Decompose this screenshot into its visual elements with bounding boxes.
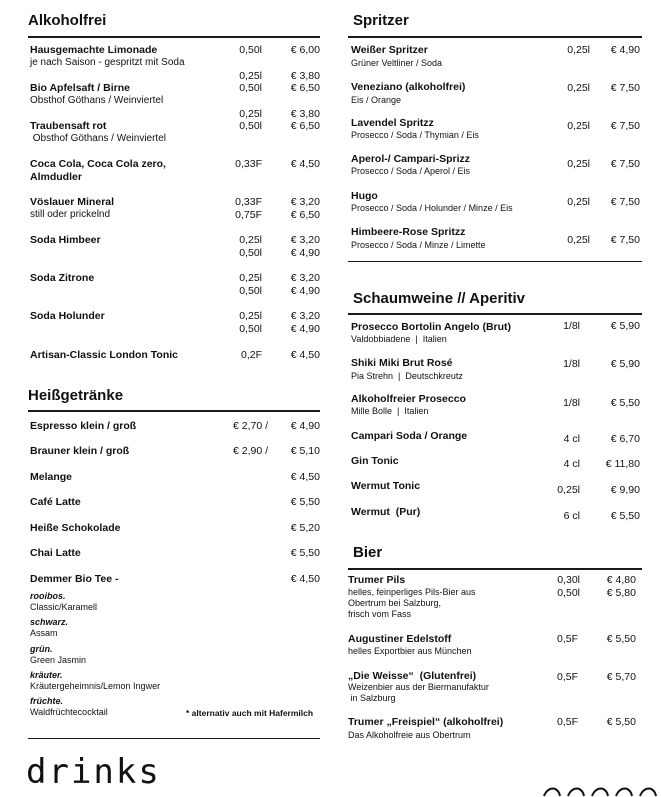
item-description-line: Obertrum bei Salzburg,: [348, 598, 442, 608]
item-description: Prosecco / Soda / Thymian / Eis: [351, 130, 479, 140]
item-volume: 1/8l: [563, 358, 580, 370]
item-volume: 0,30l: [557, 574, 580, 586]
item-name: Prosecco Bortolin Angelo (Brut): [351, 321, 512, 333]
item-name: Espresso klein / groß: [30, 420, 137, 432]
item-price: € 5,80: [606, 586, 636, 599]
tea-kind: kräuter.: [30, 670, 63, 680]
item-price-small: € 2,70 /: [232, 420, 268, 432]
item-volume: 0,2F: [240, 349, 262, 361]
item-volume: 6 cl: [563, 510, 580, 522]
item-name: Chai Latte: [30, 547, 81, 559]
item-price: € 5,50: [606, 716, 636, 728]
item-description: Valdobbiadene | Italien: [351, 334, 447, 344]
item-price: € 5,10: [290, 445, 320, 457]
item-name: Augustiner Edelstoff: [348, 633, 452, 645]
item-price: € 5,90: [610, 320, 640, 332]
item-volume: 0,25l: [557, 484, 580, 496]
item-price: € 4,90: [290, 323, 320, 335]
item-price: € 3,20: [290, 272, 320, 284]
tea-kind: schwarz.: [30, 617, 69, 627]
item-volume: 0,25l: [239, 234, 262, 246]
item-name: Lavendel Spritzz: [351, 117, 434, 129]
item-price: € 4,90: [290, 285, 320, 297]
item-volume: 0,25l: [239, 108, 262, 120]
item-volume: 0,33F: [235, 158, 262, 170]
item-price: € 3,20: [290, 310, 320, 322]
tea-description: Waldfrüchtecocktail: [30, 707, 108, 717]
item-volume: 0,25l: [567, 120, 590, 132]
item-price: € 3,80: [290, 108, 320, 120]
section-title-alkoholfrei: Alkoholfrei: [28, 12, 107, 29]
item-name: Soda Zitrone: [30, 272, 95, 284]
item-name: Brauner klein / groß: [30, 445, 130, 457]
item-description: je nach Saison - gespritzt mit Soda: [30, 57, 185, 68]
item-description: Obsthof Göthans / Weinviertel: [30, 95, 164, 106]
tea-description: Assam: [30, 628, 58, 638]
tea-description: Classic/Karamell: [30, 602, 98, 612]
section-divider: [348, 36, 642, 38]
item-description: [348, 682, 489, 704]
item-price: € 6,50: [290, 82, 320, 94]
item-price: € 11,80: [605, 458, 640, 470]
item-volume: 1/8l: [563, 320, 580, 332]
section-title-spritzer: Spritzer: [353, 12, 409, 29]
item-name: Melange: [30, 471, 73, 483]
item-name: Soda Holunder: [30, 310, 105, 322]
item-volume: 4 cl: [563, 458, 580, 470]
item-name: „Die Weisse“ (Glutenfrei): [348, 670, 477, 682]
item-price: € 4,50: [290, 471, 320, 483]
section-title-schaumweine: Schaumweine // Aperitiv: [353, 290, 525, 307]
item-volume: 0,50l: [239, 120, 262, 132]
tea-kind: grün.: [30, 644, 53, 654]
item-name: Heiße Schokolade: [30, 522, 121, 534]
item-volume: 1/8l: [563, 397, 580, 409]
item-volume: 0,50l: [239, 44, 262, 56]
item-volume: 0,50l: [239, 82, 262, 94]
item-name: Traubensaft rot: [30, 120, 107, 132]
item-description: Eis / Orange: [351, 95, 402, 105]
item-description-line: Weizenbier aus der Biermanufaktur: [348, 682, 489, 692]
tea-description: Kräutergeheimnis/Lemon Ingwer: [30, 681, 161, 691]
item-name: Hausgemachte Limonade: [30, 44, 158, 56]
item-name: Alkoholfreier Prosecco: [351, 393, 466, 405]
item-name: Artisan-Classic London Tonic: [30, 349, 178, 361]
item-name: Aperol-/ Campari-Sprizz: [351, 153, 471, 165]
item-name: Trumer „Freispiel“ (alkoholfrei): [348, 716, 504, 728]
item-description: Mille Bolle | Italien: [351, 406, 429, 416]
item-price: € 6,70: [610, 433, 640, 445]
item-price: € 5,50: [610, 397, 640, 409]
item-price: € 7,50: [610, 82, 640, 94]
item-name: Weißer Spritzer: [351, 44, 428, 56]
item-description: Pia Strehn | Deutschkreutz: [351, 371, 463, 381]
item-price: € 5,70: [606, 671, 636, 683]
item-price: € 5,90: [610, 358, 640, 370]
item-volume: 0,50l: [557, 586, 580, 599]
item-volume: 0,5F: [556, 716, 578, 728]
item-volume: 0,75F: [235, 209, 262, 221]
item-name: Coca Cola, Coca Cola zero,: [30, 158, 166, 170]
item-price: € 5,50: [290, 496, 320, 508]
item-price: € 5,50: [606, 633, 636, 645]
item-name: Trumer Pils: [348, 574, 406, 586]
item-volume: 0,25l: [567, 158, 590, 170]
item-name: Demmer Bio Tee -: [30, 573, 119, 585]
tea-kind: rooibos.: [30, 591, 66, 601]
item-price: € 4,50: [290, 349, 320, 361]
item-volume: 0,5F: [556, 671, 578, 683]
item-name: Shiki Miki Brut Rosé: [351, 357, 453, 369]
item-price: € 3,20: [290, 196, 320, 208]
tea-description: Green Jasmin: [30, 655, 87, 665]
item-price: € 4,50: [290, 573, 320, 585]
item-price: € 4,80: [606, 574, 636, 586]
item-volume: 0,50l: [239, 247, 262, 259]
item-name-line2: Almdudler: [30, 171, 82, 183]
item-price: € 9,90: [610, 484, 640, 496]
tea-kind: früchte.: [30, 696, 64, 706]
item-price: € 5,50: [290, 547, 320, 559]
item-volumes: [544, 574, 580, 599]
item-name: Café Latte: [30, 496, 81, 508]
item-volume: 0,50l: [239, 323, 262, 335]
item-volume: 0,33F: [235, 196, 262, 208]
item-volume: 0,50l: [239, 285, 262, 297]
item-name: Soda Himbeer: [30, 234, 101, 246]
item-price: € 4,50: [290, 158, 320, 170]
drinks-logo: drinks: [26, 752, 161, 792]
item-description: still oder prickelnd: [30, 209, 111, 220]
item-volume: 0,25l: [567, 234, 590, 246]
item-name: Bio Apfelsaft / Birne: [30, 82, 130, 94]
item-description-line: in Salzburg: [348, 693, 396, 703]
item-description: helles Exportbier aus München: [348, 646, 472, 656]
item-price: € 6,50: [290, 209, 320, 221]
section-divider: [348, 568, 642, 570]
item-name: Himbeere-Rose Spritzz: [351, 226, 466, 238]
item-price: € 4,90: [290, 247, 320, 259]
item-volume: 0,25l: [567, 44, 590, 56]
item-price: € 7,50: [610, 158, 640, 170]
item-volume: 0,5F: [556, 633, 578, 645]
item-name: Wermut Tonic: [351, 480, 421, 492]
item-price: € 7,50: [610, 120, 640, 132]
item-price: € 6,00: [290, 44, 320, 56]
item-volume: 0,25l: [239, 272, 262, 284]
item-price-small: € 2,90 /: [232, 445, 268, 457]
item-description: Prosecco / Soda / Aperol / Eis: [351, 166, 471, 176]
item-name: Veneziano (alkoholfrei): [351, 81, 466, 93]
item-price: € 7,50: [610, 196, 640, 208]
section-divider: [348, 261, 642, 262]
item-price: € 4,90: [610, 44, 640, 56]
item-volume: 0,25l: [567, 82, 590, 94]
hafermilch-note: * alternativ auch mit Hafermilch: [186, 708, 314, 718]
item-description: [348, 587, 476, 620]
section-divider: [28, 738, 320, 739]
item-description: Prosecco / Soda / Holunder / Minze / Eis: [351, 203, 513, 213]
item-prices: [592, 574, 636, 599]
item-volume: 0,25l: [239, 70, 262, 82]
item-description: Grüner Veltliner / Soda: [351, 58, 443, 68]
item-name: Gin Tonic: [351, 455, 399, 467]
item-description: Obsthof Göthans / Weinviertel: [30, 133, 166, 144]
item-price: € 6,50: [290, 120, 320, 132]
item-name: Hugo: [351, 190, 378, 202]
item-description-line: helles, feinperliges Pils-Bier aus: [348, 587, 476, 597]
item-price: € 5,20: [290, 522, 320, 534]
section-divider: [28, 410, 320, 412]
item-description-line: frisch vom Fass: [348, 609, 412, 619]
item-price: € 4,90: [290, 420, 320, 432]
item-name: Vöslauer Mineral: [30, 196, 115, 208]
item-price: € 3,20: [290, 234, 320, 246]
item-price: € 3,80: [290, 70, 320, 82]
section-title-heissgetraenke: Heißgetränke: [28, 387, 124, 404]
section-title-bier: Bier: [353, 544, 383, 561]
item-name: Wermut (Pur): [351, 506, 421, 518]
section-divider: [348, 313, 642, 315]
item-volume: 0,25l: [567, 196, 590, 208]
item-price: € 5,50: [610, 510, 640, 522]
decorative-swirl-icon: [540, 780, 661, 797]
item-volume: 4 cl: [563, 433, 580, 445]
section-divider: [28, 36, 320, 38]
item-name: Campari Soda / Orange: [351, 430, 468, 442]
item-price: € 7,50: [610, 234, 640, 246]
item-description: Das Alkoholfreie aus Obertrum: [348, 730, 471, 740]
item-description: Prosecco / Soda / Minze / Limette: [351, 240, 486, 250]
item-volume: 0,25l: [239, 310, 262, 322]
